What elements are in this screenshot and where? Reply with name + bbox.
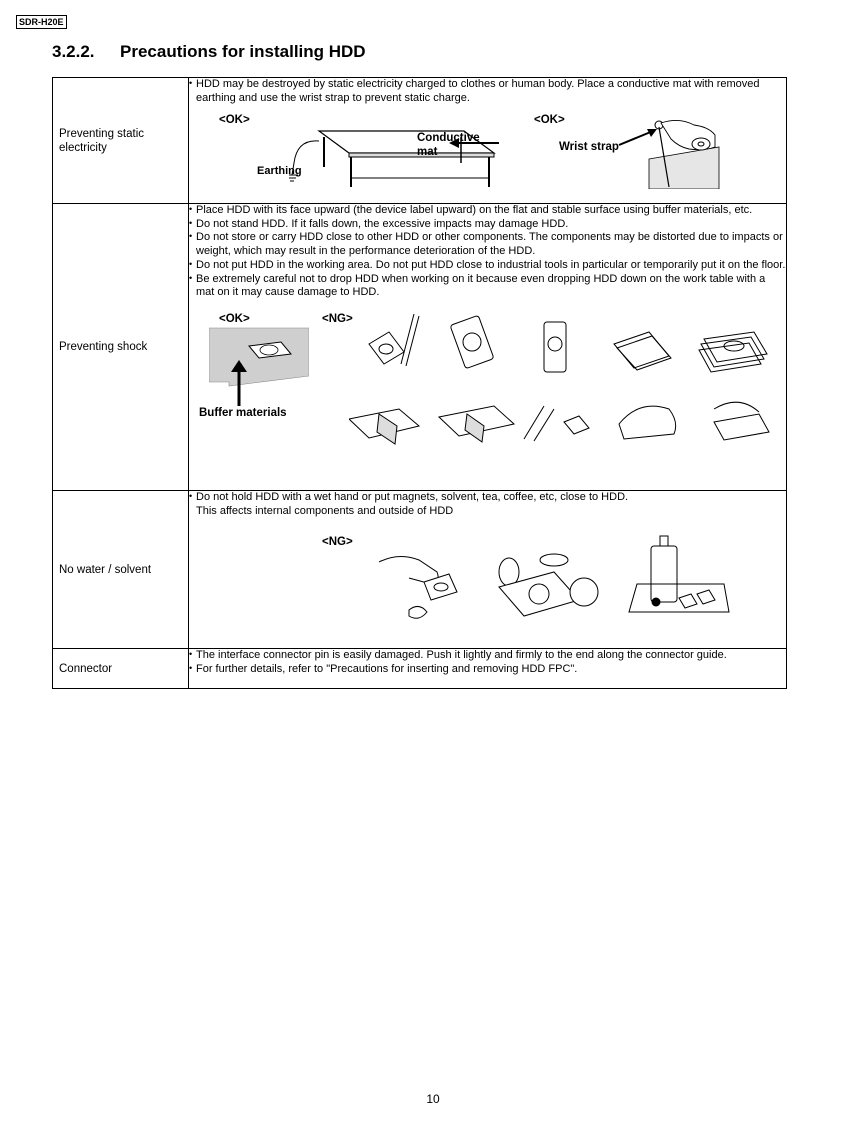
shock-figure: [189, 300, 786, 458]
water-figure: [189, 518, 786, 628]
bullet-item: • Be extremely careful not to drop HDD when working on it because even dropping HDD down on the work table with a mat on it may cause damage to HDD.: [189, 273, 786, 300]
row-content-static: [189, 78, 787, 204]
bullet-item: • The interface connector pin is easily damaged. Push it lightly and firmly to the end along the connector guide.: [189, 649, 786, 663]
page-number: 10: [426, 1092, 440, 1106]
static-figure: [189, 105, 786, 189]
wrist-strap-label: Wrist strap: [559, 141, 619, 154]
table-row-shock: [53, 204, 787, 491]
ng-label: <NG>: [322, 536, 353, 549]
precautions-table: [52, 77, 787, 689]
conductive-mat-label: Conductive mat: [417, 132, 480, 159]
table-row-static: [53, 78, 787, 204]
row-label-connector: Connector: [53, 649, 189, 689]
ng-water-solvent-illustration: [379, 532, 739, 628]
bullet-item: • Do not hold HDD with a wet hand or put magnets, solvent, tea, coffee, etc, close to HDD. This affects internal components and outside of HDD: [189, 491, 786, 518]
table-row-connector: [53, 649, 787, 689]
ng-label: <NG>: [322, 312, 353, 325]
row-content-water: [189, 491, 787, 649]
bullet-item: • Do not stand HDD. If it falls down, the excessive impacts may damage HDD.: [189, 218, 786, 232]
bullet-item: • Place HDD with its face upward (the device label upward) on the flat and stable surface using buffer materials, etc.: [189, 204, 786, 218]
section-number: 3.2.2.: [52, 42, 95, 61]
wrist-strap-illustration: [609, 119, 729, 189]
row-content-shock: [189, 204, 787, 491]
section-heading: [52, 42, 366, 62]
row-label-water: No water / solvent: [53, 491, 189, 649]
row-content-connector: [189, 649, 787, 689]
section-title: Precautions for installing HDD: [120, 42, 366, 61]
bullet-item: • For further details, refer to "Precautions for inserting and removing HDD FPC".: [189, 663, 786, 677]
bullet-item: • HDD may be destroyed by static electricity charged to clothes or human body. Place a conductive mat with removed earthing and use the wrist strap to prevent static charge.: [189, 78, 786, 105]
row-label-shock: Preventing shock: [53, 204, 189, 491]
earthing-label: Earthing: [257, 165, 302, 178]
row-label-static: Preventing static electricity: [53, 78, 189, 204]
buffer-materials-label: Buffer materials: [199, 406, 287, 419]
model-label: SDR-H20E: [16, 15, 67, 29]
ng-hdd-examples-illustration: [349, 314, 789, 454]
bullet-item: • Do not store or carry HDD close to other HDD or other components. The components may be distorted due to impacts or weight, which may result in the performance deterioration of the HDD.: [189, 231, 786, 258]
ok-label: <OK>: [219, 114, 250, 127]
bullet-item: • Do not put HDD in the working area. Do not put HDD close to industrial tools in particular or temporarily put it on the floor.: [189, 259, 786, 273]
buffer-material-illustration: [209, 324, 309, 410]
ok-label: <OK>: [534, 114, 565, 127]
ok-label: <OK>: [219, 312, 250, 325]
table-row-water: [53, 491, 787, 649]
